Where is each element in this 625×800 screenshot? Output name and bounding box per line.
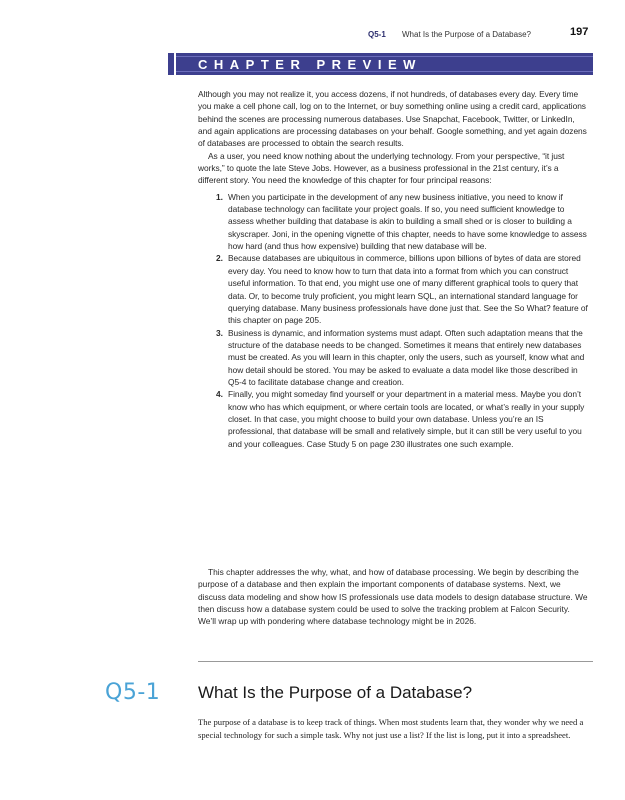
- chapter-preview-text: [198, 88, 590, 450]
- section-paragraph: The purpose of a database is to keep track of things. When most students learn that, they wonder why we need a special technology for such a simple task. Why not just use a list? If the list is long, put it into a spreadsheet.: [198, 717, 584, 740]
- preview-paragraph-1: Although you may not realize it, you access dozens, if not hundreds, of databases every day. Every time you make a cell phone call, log on to the Internet, or buy something online using a credit card, applications behind the scenes are processing numerous databases. Use Snapchat, Facebook, Twitter, or LinkedIn, and again applications are processing databases on your behalf. Google something, and yet again dozens of databases are processed to obtain the search results.: [198, 89, 587, 149]
- list-item-number: 3.: [216, 327, 223, 338]
- page-number: 197: [570, 26, 589, 38]
- reasons-list: [198, 191, 590, 450]
- header-section-title: What Is the Purpose of a Database?: [402, 30, 531, 39]
- list-item: [198, 327, 590, 389]
- preview-paragraph-2: As a user, you need know nothing about the underlying technology. From your perspective, “it just works,” to quote the late Steve Jobs. However, as a business professional in the 21st century, it’s a different story. You need the knowledge of this chapter for four principal reasons:: [198, 150, 565, 186]
- list-item-number: 2.: [216, 253, 223, 264]
- list-item-text: When you participate in the development of any new business initiative, you need to know if database technology can facilitate your project goals. If so, you need sufficient knowledge to assess whether building that database is akin to building a small shed or is closer to building a skyscraper. Joni, in the opening vignette of this chapter, needs to have some knowledge to assess how hard (and thus how expensive) building that new database will be.: [228, 191, 587, 252]
- list-item-text: Business is dynamic, and information systems must adapt. Often such adaptation means that the structure of the database needs to be changed. Sometimes it means that entirely new databases must be created. As you will learn in this chapter, only the users, such as yourself, know what and how detail should be stored. You may be asked to evaluate a data model like those described in Q5-4 to facilitate database change and creation.: [228, 327, 585, 387]
- list-item-number: 1.: [216, 191, 223, 202]
- section-heading: What Is the Purpose of a Database?: [198, 683, 473, 702]
- list-item-text: Because databases are ubiquitous in commerce, billions upon billions of bytes of data are stored every day. You need to know how to turn that data into a format from which you can construct useful information. To that end, you might use one of many different graphical tools to query that data. Or, to become truly proficient, you might learn SQL, an international standard language for querying database. Many business professionals have done just that. See the So What? feature of this chapter on page 205.: [228, 253, 588, 326]
- list-item-text: Finally, you might someday find yourself or your department in a material mess. Maybe you don’t know who has which equipment, or where certain tools are located, or what’s really in your supply closet. In that case, you might choose to build your own database. Unless you’re an IS professional, that database will be small and relatively simple, but it can still be very useful to you and your colleagues. Case Study 5 on page 230 illustrates one such example.: [228, 389, 585, 449]
- banner-accent: [168, 53, 174, 75]
- closing-paragraph-block: [198, 566, 590, 628]
- section-number: Q5-1: [105, 680, 161, 705]
- list-item: [198, 252, 590, 326]
- section-divider: [198, 661, 593, 662]
- list-item: [198, 191, 590, 253]
- header-section-number: Q5-1: [368, 30, 386, 39]
- list-item-number: 4.: [216, 389, 223, 400]
- section-body: [198, 716, 593, 742]
- list-item: [198, 388, 590, 450]
- running-header: [0, 22, 600, 38]
- banner-label: CHAPTER PREVIEW: [198, 57, 422, 72]
- closing-paragraph: This chapter addresses the why, what, and how of database processing. We begin by describing the purpose of a database and then explain the important components of database systems. Next, we discuss data modeling and show how IS professionals use data models to design database structure. We then discuss how a database system could be used to solve the tracking problem at Falcon Security. We’ll wrap up with pondering where database technology might be in 2026.: [198, 567, 588, 627]
- chapter-preview-banner: [176, 53, 593, 75]
